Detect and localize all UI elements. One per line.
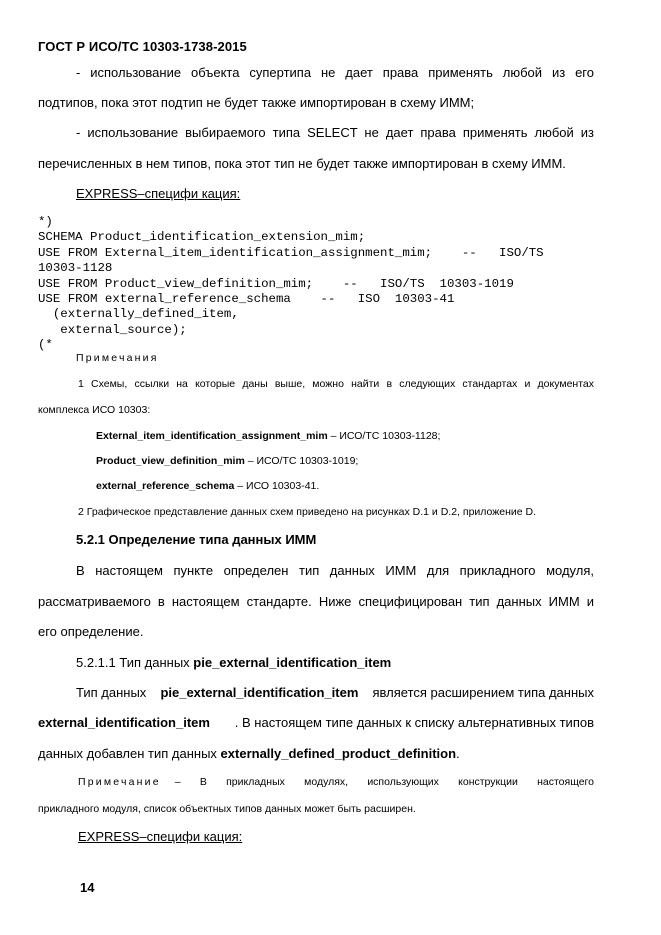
express-code-block: *) SCHEMA Product_identification_extension_mim; USE FROM External_item_identification_assignment_mim; -- ISO/TS 10303-1128 USE FROM Product_view_definition_mim; -- ISO/TS 10303-1019 USE FROM external_reference_schema -- ISO 10303-41 (externally_defined_item, external_source); (* xyxy=(38,215,544,353)
reference-entry xyxy=(96,480,319,492)
paragraph-line xyxy=(38,746,460,761)
note-line: 1 Схемы, ссылки на которые даны выше, можно найти в следующих стандартах и документах xyxy=(78,378,594,390)
notes-title: Примечания xyxy=(76,352,159,364)
text-run: . xyxy=(456,746,460,761)
text-run: . В настоящем типе данных к списку альтернативных типов xyxy=(234,715,594,730)
reference-entry xyxy=(96,455,358,467)
paragraph-line: В настоящем пункте определен тип данных ИММ для прикладного модуля, xyxy=(76,563,594,578)
paragraph-line xyxy=(38,715,594,730)
reference-standard: – ИСО/ТС 10303-1128; xyxy=(327,430,441,442)
type-name: externally_defined_product_definition xyxy=(220,746,457,761)
document-header: ГОСТ Р ИСО/ТС 10303-1738-2015 xyxy=(38,39,247,54)
paragraph-line xyxy=(76,685,594,700)
note-line xyxy=(78,776,594,788)
section-heading: 5.2.1 Определение типа данных ИММ xyxy=(76,532,317,547)
text-run: является расширением типа данных xyxy=(372,685,594,700)
paragraph-line: рассматриваемого в настоящем стандарте. Ниже специфицирован тип данных ИММ и xyxy=(38,594,594,609)
type-name: pie_external_identification_item xyxy=(160,685,359,700)
note-line: 2 Графическое представление данных схем приведено на рисунках D.1 и D.2, приложение D. xyxy=(78,506,537,518)
note-text: – В прикладных модулях, использующих конструкции настоящего xyxy=(174,776,594,788)
reference-module-name: Product_view_definition_mim xyxy=(96,455,245,467)
subsection-prefix: 5.2.1.1 Тип данных xyxy=(76,655,194,670)
list-item-line: - использование выбираемого типа SELECT не дает права применять любой из xyxy=(76,125,594,140)
subsection-heading xyxy=(76,655,391,670)
list-item-line: - использование объекта супертипа не дает права применять любой из его xyxy=(76,65,594,80)
reference-standard: – ИСО/ТС 10303-1019; xyxy=(244,455,359,467)
reference-standard: – ИСО 10303-41. xyxy=(234,480,320,492)
express-spec-label: EXPRESS–специфи кация: xyxy=(76,186,241,201)
reference-module-name: external_reference_schema xyxy=(96,480,235,492)
subsection-type-name: pie_external_identification_item xyxy=(193,655,392,670)
list-item-line: подтипов, пока этот подтип не будет также импортирован в схему ИММ; xyxy=(38,95,475,110)
type-name: external_identification_item xyxy=(38,715,210,730)
note-line: комплекса ИСО 10303: xyxy=(38,404,151,416)
note-line: прикладного модуля, список объектных типов данных может быть расширен. xyxy=(38,803,416,815)
reference-module-name: External_item_identification_assignment_mim xyxy=(96,430,328,442)
express-spec-label: EXPRESS–специфи кация: xyxy=(78,829,243,844)
paragraph-line: его определение. xyxy=(38,624,144,639)
page-number: 14 xyxy=(80,880,95,895)
reference-entry xyxy=(96,430,440,442)
note-label: Примечание xyxy=(78,776,161,788)
list-item-line: перечисленных в нем типов, пока этот тип не будет также импортирован в схему ИММ. xyxy=(38,156,566,171)
text-run: данных добавлен тип данных xyxy=(38,746,221,761)
text-run: Тип данных xyxy=(76,685,147,700)
